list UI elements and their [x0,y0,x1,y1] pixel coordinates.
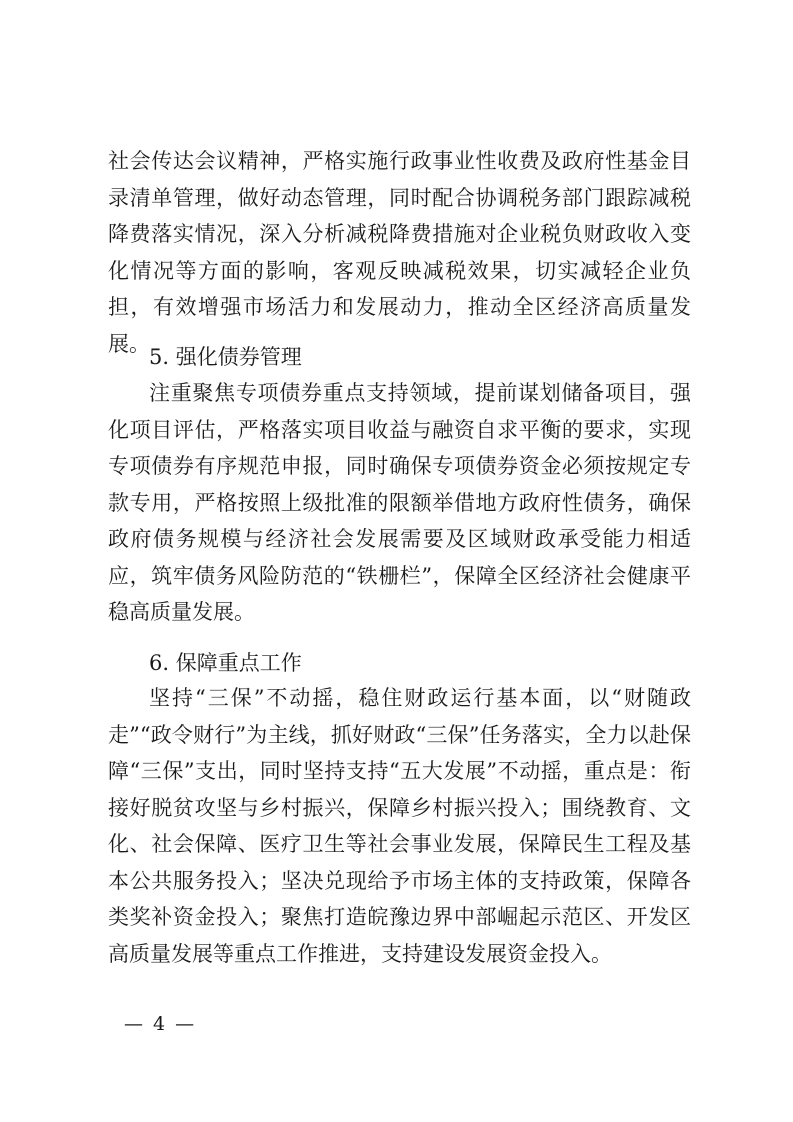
section-heading-5: 5. 强化债券管理 [149,345,302,369]
paragraph-tax-reduction: 社会传达会议精神，严格实施行政事业性收费及政府性基金目录清单管理，做好动态管理，同时配合协调税务部门跟踪减税降费落实情况，深入分析减税降费措施对企业税负财政收入变化情况等方面的影响，客观反映减税效果，切实减轻企业负担，有效增强市场活力和发展动力，推动全区经济高质量发展。 [108,149,691,356]
section-heading-6: 6. 保障重点工作 [149,651,302,675]
paragraph-key-work: 坚持“三保”不动摇，稳住财政运行基本面，以“财随政走”“政令财行”为主线，抓好财政“三保”任务落实，全力以赴保障“三保”支出，同时坚持支持“五大发展”不动摇，重点是：衔接好脱贫攻坚与乡村振兴，保障乡村振兴投入；围绕教育、文化、社会保障、医疗卫生等社会事业发展，保障民生工程及基本公共服务投入；坚决兑现给予市场主体的支持政策，保障各类奖补资金投入；聚焦打造皖豫边界中部崛起示范区、开发区高质量发展等重点工作推进，支持建设发展资金投入。 [108,686,691,966]
paragraph-bond-management: 注重聚焦专项债券重点支持领域，提前谋划储备项目，强化项目评估，严格落实项目收益与融资自求平衡的要求，实现专项债券有序规范申报，同时确保专项债券资金必须按规定专款专用，严格按照上级批准的限额举借地方政府性债务，确保政府债务规模与经济社会发展需要及区域财政承受能力相适应，筑牢债务风险防范的“铁栅栏”，保障全区经济社会健康平稳高质量发展。 [108,381,691,624]
page-number: — 4 — [124,1013,197,1035]
